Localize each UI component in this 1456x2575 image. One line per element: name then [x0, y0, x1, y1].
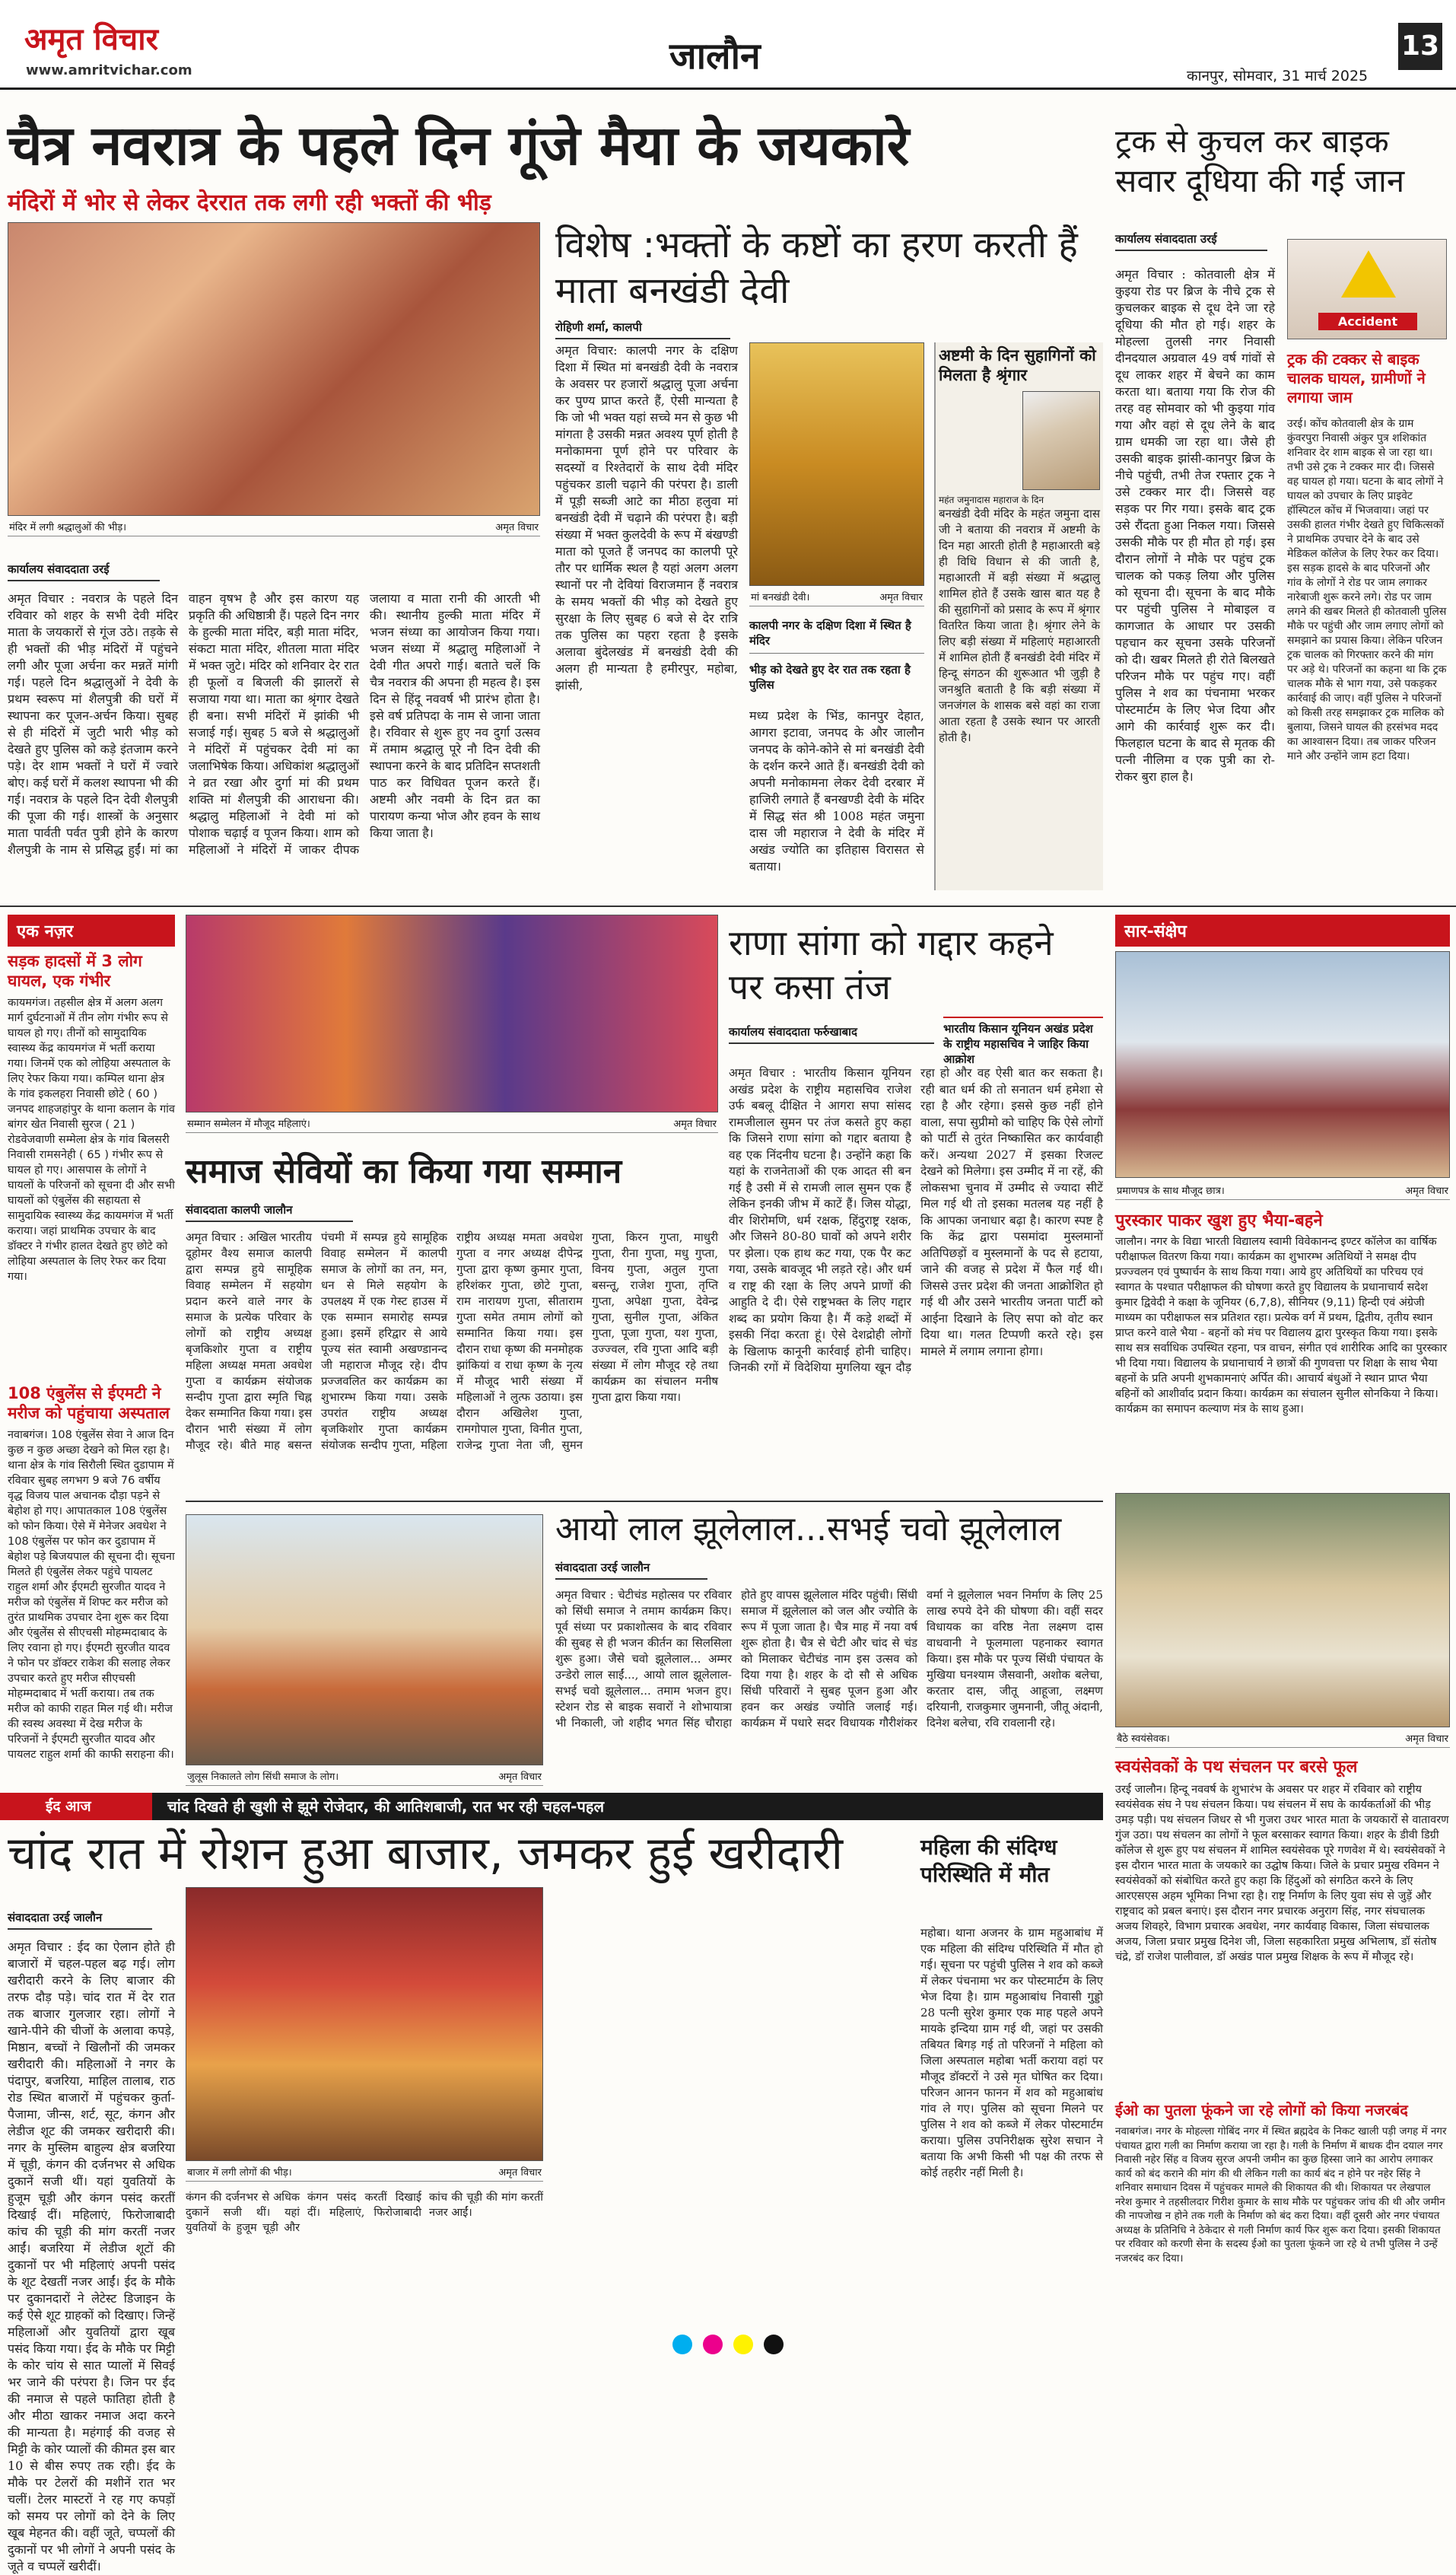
- magenta-mark: [703, 2335, 723, 2354]
- jhulelal-photo-caption: [186, 1767, 543, 1786]
- special-bullet-1: कालपी नगर के दक्षिण दिशा में स्थित है मंदिर: [749, 618, 924, 654]
- print-registration-marks: [0, 2333, 1456, 2355]
- truck-body: अमृत विचार : कोतवाली क्षेत्र में कुइया रोड पर ब्रिज के नीचे ट्रक से कुचलकर बाइक से दूध देने जा रहे दूधिया की मौत हो गई। शहर के मोहल्ला तुलसी नगर निवासी दीनदयाल अग्रवाल 49 वर्ष गांवों से दूध लाकर शहर में बेचने का काम करता था। बताया गया कि रोज की तरह वह सोमवार को भी कुइया गांव गया और वहां से दूध लेने के बाद ग्राम धमकी जा रहा था। जैसे ही उसकी बाइक झांसी-कानपुर ब्रिज के नीचे पहुंची, तभी तेज रफ्तार ट्रक ने उसे टक्कर मार दी। जिससे वह सड़क पर गिर गया। इसके बाद ट्रक उसे रौंदता हुआ निकल गया। जिससे उसकी मौके पर ही मौत हो गई। इस दौरान लोगों ने मौके पर पहुंच ट्रक चालक को पकड़ लिया और पुलिस को सूचना दी। सूचना के बाद मौके पर पहुंची पुलिस ने मोबाइल व कागजात के आधार पर उसकी पहचान कर सूचना उसके परिजनों को दी। खबर मिलते ही रोते बिलखते परिजन मौके पर पहुंच गए। वहीं पुलिस ने शव का पंचनामा भरकर पोस्टमार्टम के लिए भेज दिया और आगे की कार्रवाई शुरू कर दी। फिलहाल घटना के बाद से मृतक की पत्नी नीलिमा व एक पुत्री का रो-रोकर बुरा हाल है।: [1115, 267, 1275, 784]
- rana-box: भारतीय किसान यूनियन अखंड प्रदेश के राष्ट्रीय महासचिव ने जाहिर किया आक्रोश: [943, 1017, 1103, 1067]
- jhulelal-body: अमृत विचार : चेटीचंड महोत्सव पर रविवार को सिंधी समाज ने तमाम कार्यक्रम किए। पूर्व संध्या पर प्रकाशोत्सव के बाद रविवार की सुबह से ही भजन कीर्तन का सिलसिला शुरू हुआ। जैसे चवो झूलेलाल... अम्मर उन्डेरो लाल साईं..., आयो लाल झूलेलाल-सभई चवो झूलेलाल... तमाम भजन हुए। स्टेशन रोड से बाइक सवारों ने शोभायात्रा भी निकाली, जो शहीद भगत सिंह चौराहा होते हुए वापस झूलेलाल मंदिर पहुंची। सिंधी समाज में झूलेलाल को जल और ज्योति के रूप में पूजा जाता है। चैत्र माह में नया वर्ष शुरू होता है। चैत्र से चेटी और चांद से चंड को मिलाकर चेटीचंड नाम इस उत्सव को दिया गया है। शहर के दो सौ से अधिक सिंधी परिवारों ने सुबह पूजन हुआ और हवन कर अखंड ज्योति जलाई गई। कार्यक्रम में पधारे सदर विधायक गौरीशंकर वर्मा ने झूलेलाल भवन निर्माण के लिए 25 लाख रुपये देने की घोषणा की। वहीं सदर विधायक का वरिष्ठ नेता लक्ष्मण दास वाधवानी ने फूलमाला पहनाकर स्वागत किया। इस मौके पर पूज्य सिंधी पंचायत के मुखिया घनश्याम जैसवानी, अशोक बलेचा, करतार दास, जीतू आहूजा, लक्ष्मण दरियानी, राजकुमार जुमनानी, जीतू अंदानी, दिनेश बलेचा, रवि रावलानी रहे।: [555, 1588, 1103, 1730]
- warning-icon: [1341, 250, 1396, 298]
- truck-headline: ट्रक से कुचल कर बाइक सवार दूधिया की गई जान: [1115, 123, 1405, 199]
- special-body-2: मध्य प्रदेश के भिंड, कानपुर देहात, आगरा इटावा, जनपद के और जालौन जनपद के कोने-कोने से मां बनखंडी देवी के दर्शन करने आते हैं। बनखंडी देवी को अपनी मनोकामना लेकर देवी दरबार में हाजिरी लगाते हैं बनखण्डी देवी के मंदिर में सिद्ध संत श्री 1008 महंत जमुना दास जी महाराज ने देवी के मंदिर में अखंड ज्योति का इतिहास विरासत से बताया।: [749, 708, 924, 874]
- ek-nazar-h1: सड़क हादसों में 3 लोग घायल, एक गंभीर: [8, 952, 142, 990]
- lead-body: अमृत विचार : नवरात्र के पहले दिन रविवार को शहर के सभी देवी मंदिर माता के जयकारों से गूंज उठे। तड़के से ही भक्तों की भीड़ मंदिरों में पहुंचने लगी और पूजा अर्चना कर मन्नतें मांगी गई। पहले दिन श्रद्धालुओं ने देवी के प्रथम स्वरूप मां शैलपुत्री की घरों में स्थापना कर पूजन-अर्चन किया। सुबह से ही मंदिरों में जुटी भारी भीड़ को देखते हुए पुलिस को कड़े इंतजाम करने पड़े। देर शाम भक्तों ने घरों में ज्वारे बोए। कई घरों में कलश स्थापना भी की गई। नवरात्र के पहले दिन देवी शैलपुत्री की पूजा की गई। शास्त्रों के अनुसार माता पार्वती पर्वत पुत्री होने के कारण शैलपुत्री के नाम से प्रसिद्ध हुईं। मां का वाहन वृषभ है और इस कारण यह प्रकृति की अधिष्ठात्री हैं। पहले दिन नगर के हुल्की माता मंदिर, बड़ी माता मंदिर, संकटा माता मंदिर, शीतला माता मंदिर में भक्त जुटे। मंदिर को शनिवार देर रात ही फूलों व बिजली की झालरों से सजाया गया था। माता का श्रृंगार देखते ही बना। सभी मंदिरों में झांकी भी सजाई गई। सुबह 5 बजे से श्रद्धालुओं ने मंदिरों में पहुंचकर देवी मां का जलाभिषेक किया। अधिकांश श्रद्धालुओं ने व्रत रखा और दुर्गा मां की प्रथम शक्ति मां शैलपुत्री की आराधना की। श्रद्धालु महिलाओं ने देवी मां को पोशाक चढ़ाई व पूजन किया। शाम को महिलाओं ने मंदिरों में जाकर दीपक जलाया व माता रानी की आरती भी की। स्थानीय हुल्की माता मंदिर में भजन संध्या का आयोजन किया गया। भजन संध्या में श्रद्धालु महिलाओं ने देवी गीत अपरो गाई। बताते चलें कि चैत्र नवरात्र की अपना ही महत्व है। इस दिन से हिंदू नववर्ष भी प्रारंभ होता है। इसे वर्ष प्रतिपदा के नाम से जाना जाता है। रविवार से शुरू हुए नव दुर्गा उत्सव में तमाम श्रद्धालु पूरे नौ दिन देवी की स्थापना करने के बाद प्रतिदिन सप्तशती पाठ कर विधिवत पूजन करते हैं। अष्टमी और नवमी के दिन व्रत का पारायण कन्या भोज और हवन के साथ किया जाता है।: [8, 591, 540, 857]
- sar-h2: स्वयंसेवकों के पथ संचलन पर बरसे फूल: [1115, 1758, 1358, 1777]
- black-mark: [764, 2335, 784, 2354]
- photo-credit: अमृत विचार: [879, 592, 923, 603]
- ashtami-box-body: बनखंडी देवी मंदिर के महंत जमुना दास जी ने बताया की नवरात्र में अष्टमी के दिन महा आरती होती है महाआरती बड़े ही विधि विधान से की जाती है, महाआरती में बड़ी संख्या में श्रद्धालु शामिल होते हैं उसके खास बात यह है की सुहागिनों को प्रसाद के रूप में श्रृंगार वितरित किया जाता है। श्रृंगार लेने के लिए बड़ी संख्या में महिलाएं महाआरती में शामिल होती हैं बनखंडी देवी मंदिर में हिन्दू संगठन की शुरूआत भी जुड़ी है जनश्रुति बताती है कि बड़ी संख्या में जनजंगल के शासक बसे वहां का राजा आता रहता है उसके स्थान पर आरती होती है।: [939, 507, 1100, 744]
- special-photo: [749, 342, 924, 586]
- dateline: कानपुर, सोमवार, 31 मार्च 2025: [1187, 68, 1369, 84]
- eid-body-col1: अमृत विचार : ईद का ऐलान होते ही बाजारों में चहल-पहल बढ़ गई। लोग खरीदारी करने के लिए बाजार की तरफ दौड़ पड़े। चांद रात में देर रात तक बाजार गुलजार रहा। लोगों ने खाने-पीने की चीजों के अलावा कपड़े, मिष्ठान, बच्चों ने खिलौनों की जमकर खरीदारी की। महिलाओं ने नगर के पंदापुर, बजरिया, माहिल तालाब, राठ रोड स्थित बाजारों में पहुंचकर कुर्ता-पैजामा, जीन्स, शर्ट, सूट, कंगन और लेडीज शूट की जमकर खरीदारी की। नगर के मुस्लिम बाहुल्य क्षेत्र बजरिया में चूड़ी, कंगन की दर्जनभर से अधिक दुकानें सजी थीं। यहां युवतियों के हुजूम चूड़ी और कंगन पसंद करतीं दिखाई दीं। महिलाएं, फिरोजाबादी कांच की चूड़ी की मांग करतीं नजर आईं। बजरिया में लेडीज शूटों की दुकानों पर भी महिलाएं अपनी पसंद के शूट देखतीं नजर आईं। ईद के मौके पर दुकानदारों ने लेटेस्ट डिजाइन के कई ऐसे शूट ग्राहकों को दिखाए। जिन्हें महिलाओं और युवतियों द्वारा खूब पसंद किया गया। ईद के मौके पर मिट्टी के कोर चांय से सात प्यालों में सिवई भर जाने की परंपरा है। जिन पर ईद की नमाज से पहले फातिहा होती है और मीठा खाकर नमाज अदा करने की मान्यता है। महंगाई की वजह से मिट्टी के कोर प्यालों की कीमत इस बार 10 से बीस रुपए तक रही। ईद के मौके पर टेलरों की मशीनें रात भर चलीं। टेलर मास्टरों ने रह गए कपड़ों को समय पर लोगों को देने के लिए खूब मेहनत की। वहीं जूते, चप्पलों की दुकानों पर भी लोगों ने अपनी पसंद के जूते व चप्पलें खरीदीं।: [8, 1940, 175, 2573]
- sar-h1: पुरस्कार पाकर खुश हुए भैया-बहने: [1115, 1211, 1323, 1230]
- lead-photo-caption: [8, 517, 540, 536]
- sar-photo-1: [1115, 951, 1450, 1178]
- lead-photo: [8, 222, 540, 516]
- sar-photo-2-caption: [1115, 1729, 1450, 1748]
- brand-logo: अमृत विचार: [24, 22, 158, 57]
- sar-tag: सार-संक्षेप: [1115, 915, 1450, 947]
- jhulelal-byline: संवाददाता उरई जालौन: [555, 1560, 707, 1580]
- sar-photo-1-caption: [1115, 1181, 1450, 1200]
- sar-h3: ईओ का पुतला फूंकने जा रहे लोगों को किया नजरबंद: [1115, 2101, 1408, 2119]
- ek-nazar-b2: नवाबगंज। 108 एंबुलेंस सेवा ने आज दिन कुछ न कुछ अच्छा देखने को मिल रहा है। थाना क्षेत्र के गांव सिरौली स्थित दुडापाम में रविवार सुबह लगभग 9 बजे 76 वर्षीय वृद्ध विजय पाल अचानक दौड़ा पड़ने से बेहोश हो गए। आपातकाल 108 एंबुलेंस को फोन किया। ऐसे में मेनेजर अवधेश ने 108 एंबुलेंस पर फोन कर दुडापाम में बेहोश पड़े बिजयपाल की सूचना दी। सूचना मिलते ही एंबुलेंस लेकर पहुंचे पायलट राहुल शर्मा और ईएमटी सुरजीत यादव ने मरीज को एंबुलेंस में शिफ्ट कर मरीज को तुरंत प्राथमिक उपचार देना शुरू कर दिया और एंबुलेंस से सीएचसी मोहम्मदाबाद के लिए रवाना हो गए। ईएमटी सुरजीत यादव ने फोन पर डॉक्टर राकेश की सलाह लेकर उपचार करते हुए मरीज सीएचसी मोहम्मदाबाद में भर्ती कराया। तब तक मरीज को काफी राहत मिल गई थी। मरीज की स्वस्थ अवस्था में देख मरीज के परिजनों ने ईएमटी सुरजीत यादव और पायलट राहुल शर्मा की काफी सराहना की।: [8, 1429, 175, 1761]
- special-photo-caption: [749, 587, 924, 606]
- jhulelal-headline: आयो लाल झूलेलाल...सभई चवो झूलेलाल: [555, 1510, 1062, 1549]
- eid-photo: [186, 1887, 543, 2161]
- ek-nazar-b1: कायमगंज। तहसील क्षेत्र में अलग अलग मार्ग दुर्घटनाओं में तीन लोग गंभीर रूप से घायल हो गए। तीनों को सामुदायिक स्वास्थ्य केंद्र कायमगंज में भर्ती कराया गया। जिनमें एक को लोहिया अस्पताल के लिए रेफर किया गया। कम्पिल थाना क्षेत्र के गांव इकलहरा निवासी छोटे ( 60 ) जनपद शाहजहांपुर के थाना कलान के गांव बांगर खेत निवासी सुरज ( 21 ) रोडवेजवाणी सम्मेला क्षेत्र के गांव बिलसरी निवासी रामसनेही ( 65 ) गंभीर रूप से घायल हो गए। आसपास के लोगों ने घायलों के परिजनों को सूचना दी और सभी घायलों को एंबुलेंस की सहायता से सामुदायिक स्वास्थ्य केंद्र कायमगंज में भर्ती कराया। जहां प्राथमिक उपचार के बाद डॉक्टर ने गंभीर हालत देखते हुए छोटे को लोहिया अस्पताल के लिए रेफर कर दिया गया।: [8, 997, 175, 1283]
- samman-body: अमृत विचार : अखिल भारतीय दूहोमर वैश्य समाज कालपी द्वारा सम्पन्न हुये सामूहिक विवाह सम्मेलन में सहयोग प्रदान करने वाले नगर के समाज के प्रत्येक परिवार के लोगों को राष्ट्रीय अध्यक्ष बृजकिशोर गुप्ता व राष्ट्रीय महिला अध्यक्ष ममता अवधेश गुप्ता व कार्यक्रम संयोजक सन्दीप गुप्ता द्वारा स्मृति चिह्न देकर सम्मानित किया गया। इस दौरान भारी संख्या में लोग मौजूद रहे। बीते माह बसन्त पंचमी में सम्पन्न हुये सामूहिक विवाह सम्मेलन में कालपी समाज के लोगों का तन, मन, धन से मिले सहयोग के उपलक्ष्य में एक गेस्ट हाउस में एक सम्मान समारोह सम्पन्न हुआ। इसमें हरिद्वार से आये पूज्य संत स्वामी अखण्डानन्द जी महाराज मौजूद रहे। दीप प्रज्जवलित कर कार्यक्रम का शुभारम्भ किया गया। उसके उपरांत राष्ट्रीय अध्यक्ष बृजकिशोर गुप्ता कार्यक्रम संयोजक सन्दीप गुप्ता, महिला राष्ट्रीय अध्यक्ष ममता अवधेश गुप्ता व नगर अध्यक्ष दीपेन्द्र गुप्ता द्वारा कृष्ण कुमार गुप्ता, हरिशंकर गुप्ता, छोटे गुप्ता, राम नारायण गुप्ता, सीताराम गुप्ता समेत तमाम लोगों को सम्मानित किया गया। इस दौरान राधा कृष्ण की मनमोहक झांकियां व राधा कृष्ण के नृत्य में मौजूद भारी संख्या में महिलाओं ने लुत्फ उठाया। इस दौरान अखिलेश गुप्ता, रामगोपाल गुप्ता, विनीत गुप्ता, राजेन्द्र गुप्ता नेता जी, सुमन गुप्ता, किरन गुप्ता, माधुरी गुप्ता, रीना गुप्ता, मधु गुप्ता, विनय गुप्ता, अतुल गुप्ता बसन्तू, राजेश गुप्ता, तृप्ति गुप्ता, अपेक्षा गुप्ता, देवेन्द्र गुप्ता, सुनील गुप्ता, अंकित गुप्ता, पूजा गुप्ता, यश गुप्ता, उज्ज्वल, रवि गुप्ता आदि बड़ी संख्या में लोग मौजूद रहे तथा कार्यक्रम का संचालन मनीष गुप्ता द्वारा किया गया।: [186, 1230, 718, 1452]
- eid-headline: चांद रात में रोशन हुआ बाजार, जमकर हुई खरीदारी: [8, 1827, 844, 1880]
- truck-side-body: उरई। कोंच कोतवाली क्षेत्र के ग्राम कुंवरपुरा निवासी अंकुर पुत्र शशिकांत शनिवार देर शाम बाइक से जा रहा था। तभी उसे ट्रक ने टक्कर मार दी। जिससे वह घायल हो गया। घटना के बाद लोगों ने घायल को उपचार के लिए प्राइवेट हॉस्पिटल कोंच में भिजवाया। जहां पर उसकी हालत गंभीर देखते हुए चिकित्सकों ने प्राथमिक उपचार देने के बाद उसे मेडिकल कॉलेज के लिए रेफर कर दिया। इस सड़क हादसे के बाद परिजनों और गांव के लोगों ने रोड पर जाम लगाकर नारेबाजी शुरू करने लगे। रोड पर जाम लगने की खबर मिलते ही कोतवाली पुलिस मौके पर पहुंची और जाम लगाए लोगों को समझाने का प्रयास किया। लेकिन परिजन ट्रक चालक को गिरफ्तार करने की मांग पर अड़े थे। परिजनों का कहना था कि ट्रक चालक मौके से भाग गया, उसे पकड़कर कार्रवाई की जाए। वहीं पुलिस ने परिजनों को किसी तरह समझाकर ट्रक मालिक को बुलाया, जिसने घायल की हरसंभव मदद का आश्वासन दिया। तब जाकर परिजन माने और उन्होंने जाम हटा दिया।: [1287, 418, 1447, 762]
- eid-body-col3: [555, 1826, 723, 2328]
- accident-label: Accident: [1318, 313, 1417, 330]
- yellow-mark: [733, 2335, 753, 2354]
- website[interactable]: www.amritvichar.com: [26, 62, 192, 78]
- jhulelal-photo: [186, 1514, 543, 1765]
- eid-byline: संवाददाता उरई जालौन: [8, 1910, 152, 1930]
- cyan-mark: [672, 2335, 692, 2354]
- eid-strap-bar: [0, 1793, 1103, 1820]
- eid-tag: ईद आज: [0, 1793, 152, 1820]
- divider: [0, 906, 1456, 907]
- caption-text: जुलूस निकालते लोग सिंधी समाज के लोग।: [187, 1771, 339, 1783]
- special-byline: रोहिणी शर्मा, कालपी: [555, 320, 730, 339]
- rana-byline: कार्यालय संवाददाता फर्रुखाबाद: [729, 1024, 934, 1044]
- caption-text: बैठे स्वयंसेवक।: [1117, 1733, 1170, 1745]
- lead-byline: कार्यालय संवाददाता उरई: [8, 562, 160, 581]
- special-headline: विशेष :भक्तों के कष्टों का हरण करती हैं माता बनखंडी देवी: [555, 224, 1078, 312]
- sar-b3: नवाबगंज। नगर के मोहल्ला गोबिंद नगर में स्थित ब्रह्मदेव के निकट खाली पड़ी जगह में नगर पंचायत द्वारा गली का निर्माण कराया जा रहा है। गली के निर्माण में बाधक दीन दयाल नगर निवासी नहेर सिंह व विजय सुरज अपनी जमीन का कुछ हिस्सा जाने का आरोप लगाकर कार्य को बंद कराने की मांग की थी लेकिन गली का कार्य बंद न होने पर नहेर सिंह ने शनिवार समाधान दिवस में पहुंचकर मामले की शिकायत की थी। शिकायत पर लेखपाल नरेश कुमार ने तहसीलदार गिरीश कुमार के साथ मौके पर पहुंचकर जांच की थी और जमीन की नापजोख न होने तक गली के निर्माण को बंद करा दिया। वहीं दूसरी ओर नगर पंचायत अध्यक्ष के प्रतिनिधि ने ठेकेदार से गली निर्माण कार्य फिर शुरू करा दिया। इसकी शिकायत पर रविवार को करणी सेना के सदस्य ईओ का पुतला फूंकने जा रहे थे तभी पुलिस ने उन्हें नजरबंद कर दिया।: [1115, 2125, 1447, 2265]
- mahila-body: महोबा। थाना अजनर के ग्राम महुआबांध में एक महिला की संदिग्ध परिस्थिति में मौत हो गई। सूचना पर पहुंची पुलिस ने शव को कब्जे में लेकर पंचनामा भर कर पोस्टमार्टम के लिए भेज दिया है। ग्राम महुआबांध निवासी गुड्डो 28 पत्नी सुरेश कुमार एक माह पहले अपने मायके इन्दिया ग्राम गई थी, जहां पर उसकी तबियत बिगड़ गई तो परिजनों ने महिला को जिला अस्पताल महोबा भर्ती कराया वहां पर मौजूद डॉक्टरों ने उसे मृत घोषित कर दिया। परिजन आनन फानन में शव को महुआबांध गांव ले गए। पुलिस को सूचना मिलने पर पुलिस ने शव को कब्जे में लेकर पोस्टमार्टम कराया। पुलिस उपनिरीक्षक सुरेश सचान ने बताया कि अभी किसी भी पक्ष की तरफ से कोई तहरीर नहीं मिली है।: [920, 1926, 1103, 2179]
- sar-b2: उरई जालौन। हिन्दू नववर्ष के शुभारंभ के अवसर पर शहर में रविवार को राष्ट्रीय स्वयंसेवक संघ ने पथ संचलन किया। पथ संचलन में सघ के कार्यकर्ताओं की भीड़ उमड़ पड़ी। पथ संचलन जिधर से भी गुजरा उधर भारत माता के जयकारों से वातावरण गुंज उठा। पथ संचलन का लोगों ने फूल बरसाकर स्वागत किया। शहर के डीवी डिग्री कॉलेज से शुरू हुए पथ संचलन में शामिल स्वयंसेवक पूरे गणवेश में थे। स्वयंसेवकों ने इस दौरान भारत माता के जयकारे का उद्घोष किया। जिले के प्रचार प्रमुख रविमन ने स्वयंसेवकों को संबोधित करते हुए कहा कि हिंदुओं को संगठित करने के लिए आरएसएस अहम भूमिका निभा रहा है। राष्ट्र निर्माण के लिए युवा संघ से जुड़ें और राष्ट्रवाद को प्रबल बनाएं। इस दौरान नगर प्रचारक अनुराग सिंह, नगर संघचालक अजय शिवहरे, विभाग प्रचारक अवधेश, नगर कार्यवाह विकास, जिला संघचालक अजय, जिला प्रचार प्रमुख दिनेश जी, जिला सहकारिता प्रमुख अभिलाष, डॉ संतोष चंद्रे, डॉ राजेश पालीवाल, डॉ अखंड पाल प्रमुख शिक्षक के रूप में मौजूद रहे।: [1115, 1784, 1449, 1963]
- sar-photo-2: [1115, 1493, 1450, 1727]
- photo-credit: अमृत विचार: [1405, 1186, 1448, 1197]
- truck-side-headline: ट्रक की टक्कर से बाइक चालक घायल, ग्रामीणों ने लगाया जाम: [1287, 350, 1426, 406]
- page-number: 13: [1398, 23, 1442, 70]
- sar-b1: जालौन। नगर के विद्या भारती विद्यालय स्वामी विवेकानन्द इण्टर कॉलेज का वार्षिक परीक्षाफल वितरण किया गया। कार्यक्रम का शुभारम्भ अतिथियों ने समक्ष दीप प्रज्ज्वलन एवं पुष्पार्चन के साथ किया गया। आये हुए अतिथियों का परिचय एवं स्वागत के पश्चात परीक्षाफल की घोषणा करते हुए विद्यालय के प्रधानाचार्य सदेश कुमार द्विवेदी ने कक्षा के जूनियर (6,7,8), सीनियर (9,11) हिन्दी एवं अंग्रेजी माध्यम का परीक्षाफल सत्र प्रतिशत रहा। प्रत्येक वर्ग में प्रथम, द्वितीय, तृतीय स्थान प्राप्त करने वाले भैया - बहनों को मंच पर विद्यालय द्वारा पुरस्कृत किया गया। इसके साथ सत्र सर्वाधिक उपस्थित रहना, पत्र वाचन, संगीत एवं शारीरिक आदि का पुरस्कार भी दिया गया। विद्यालय के प्रधानाचार्य ने छात्रों की गुणवत्ता पर शिक्षा के साथ भैया बहनों के प्रति अपनी शुभकामनाएं अर्पित की। आचार्य बंधुओं ने स्थान प्राप्त भैया बहिनों को आशीर्वाद प्रदान किया। कार्यक्रम का संचालन सुनील सोनकिया ने किया। कार्यक्रम का समापन कल्याण मंत्र के साथ हुआ।: [1115, 1236, 1448, 1415]
- samman-headline: समाज सेवियों का किया गया सम्मान: [186, 1152, 622, 1191]
- caption-text: बाजार में लगी लोगों की भीड़।: [187, 2167, 292, 2179]
- photo-credit: अमृत विचार: [498, 2167, 542, 2179]
- samman-photo-caption: [186, 1114, 718, 1133]
- divider: [186, 1501, 1103, 1502]
- eid-photo-caption: [186, 2163, 543, 2182]
- section-name: जालौन: [669, 35, 761, 78]
- ek-nazar-tag: एक नज़र: [8, 915, 175, 947]
- rana-body: अमृत विचार : भारतीय किसान यूनियन अखंड प्रदेश के राष्ट्रीय महासचिव राजेश उर्फ बबलू दीक्षित ने आगरा सपा सांसद रामजीलाल सुमन पर तंज कसते हुए कहा कि जिसने राणा सांगा को गद्दार बताया है वह एक निंदनीय घटना है। उन्होंने कहा कि यहां के राजनेताओं की एक आदत सी बन गई है उसी में से रामजी लाल सुमन एक हैं लेकिन इनकी जीभ में काटें हैं। जिस योद्धा, वीर शिरोमणि, धर्म रक्षक, हिंदुराष्ट्र रक्षक, और जिसने 80-80 घावों को अपने शरीर पर झेला। एक हाथ कट गया, एक पैर कट गया, उसके बावजूद भी लड़ते रहे। और धर्म व राष्ट्र की रक्षा के लिए अपने प्राणों की आहुति दे दी। ऐसे राष्ट्रभक्त के लिए गद्दार शब्द का प्रयोग किया है। मैं कड़े शब्दों में इसकी निंदा करता हूं। ऐसे देशद्रोही लोगों के खिलाफ कानूनी कार्रवाई होनी चाहिए। जिनकी रगों में विदेशिया मुगलिया खून दौड़ रहा हो और वह ऐसी बात कर सकता है। रही बात धर्म की तो सनातन धर्म हमेशा से रहा है और रहेगा। इससे कुछ नहीं होने वाला, सपा सुप्रीमो को चाहिए कि ऐसे लोगों को पार्टी से तुरंत निष्कासित कर कार्यवाही करें। अन्यथा 2027 में इसका रिजल्ट देखने को मिलेगा। इस उम्मीद में ना रहें, की लोकसभा चुनाव में उम्मीद से ज्यादा सीटें मिल गई थी तो इसका मतलब यह नहीं है कि आपका जनाधार बढ़ा है। कारण स्पष्ट है कि केंद्र द्वारा पसमांदा मुस्लमानों अतिपिछड़ों व मुस्लमानों के पद से हटाया, जाने की वजह से प्रदेश में फैल गई थी। जिससे उत्तर प्रदेश की जनता आक्रोशित हो गई थी और उसने भारतीय जनता पार्टी को आईना दिखाने के लिए सपा को वोट कर दिया था। गलत टिप्पणी करते रहे। इस मामले में लगाम लगाना होगा।: [729, 1066, 1103, 1374]
- rana-headline: राणा सांगा को गद्दार कहने पर कसा तंज: [729, 922, 1054, 1007]
- accident-graphic: [1287, 239, 1447, 339]
- photo-credit: अमृत विचार: [495, 522, 539, 533]
- photo-credit: अमृत विचार: [673, 1119, 717, 1130]
- mahant-photo-caption: महंत जमुनादास महाराज के दिन: [939, 495, 1044, 505]
- ek-nazar-h2: 108 एंबुलेंस से ईएमटी ने मरीज को पहुंचाया अस्पताल: [8, 1384, 170, 1422]
- truck-byline: कार्यालय संवाददाता उरई: [1115, 231, 1267, 251]
- mahant-photo: [1022, 391, 1100, 490]
- samman-byline: संवाददाता कालपी जालौन: [186, 1202, 353, 1222]
- caption-text: मां बनखंडी देवी।: [751, 592, 810, 603]
- special-body: अमृत विचार: कालपी नगर के दक्षिण दिशा में स्थित मां बनखंडी देवी के नवरात्र के अवसर पर हजारों श्रद्धालु पूजा अर्चना कर पुण्य प्राप्त करते हैं, ऐसी मान्यता है कि जो भी भक्त यहां सच्चे मन से कुछ भी मांगता है उसकी मन्नत अवश्य पूर्ण होती है मनोकामना पूर्ण होने पर परिवार के सदस्यों व रिश्तेदारों के साथ देवी मंदिर पहुंचकर डाली चढ़ाने की परंपरा है। डाली में पूड़ी सब्जी आटे का मीठा हलुवा मां बनखंडी देवी में चढ़ाने की परंपरा है। बड़ी संख्या में भक्त कुलदेवी के रूप में बंखण्डी माता को पूजते हैं जनपद का कालपी पूरे तौर पर धार्मिक स्थल है यहां अलग अलग स्थानों पर नौ देवियां विराजमान हैं नवरात्र के समय भक्तों की भीड़ को देखते हुए सुरक्षा के लिए सुबह 6 बजे से देर रात्रि तक पुलिस का पहरा रहता है इसके अलावा बुंदेलखंड में बनखंडी देवी की अलग ही मान्यता है हमीरपुर, महोबा, झांसी,: [555, 343, 738, 692]
- eid-body-cont: कंगन की दर्जनभर से अधिक दुकानें सजी थीं। यहां युवतियों के हुजूम चूड़ी और कंगन पसंद करतीं दिखाई दीं। महिलाएं, फिरोजाबादी कांच की चूड़ी की मांग करतीं नजर आईं।: [186, 2191, 543, 2234]
- caption-text: प्रमाणपत्र के साथ मौजूद छात्र।: [1117, 1186, 1225, 1197]
- samman-photo: [186, 915, 718, 1112]
- photo-credit: अमृत विचार: [498, 1771, 542, 1783]
- lead-headline: चैत्र नवरात्र के पहले दिन गूंजे मैया के जयकारे: [8, 113, 910, 177]
- masthead: [0, 0, 1456, 90]
- eid-strap: चांद दिखते ही खुशी से झूमे रोजेदार, की आतिशबाजी, रात भर रही चहल-पहल: [167, 1797, 605, 1816]
- ashtami-box: [934, 342, 1103, 890]
- caption-text: सम्मान सम्मेलन में मौजूद महिलाएं।: [187, 1119, 310, 1130]
- special-bullet-2: भीड़ को देखते हुए देर रात तक रहता है पुलिस: [749, 663, 911, 692]
- lead-subhead: मंदिरों में भोर से लेकर देररात तक लगी रही भक्तों की भीड़: [8, 189, 491, 216]
- caption-text: मंदिर में लगी श्रद्धालुओं की भीड़।: [9, 522, 127, 533]
- photo-credit: अमृत विचार: [1405, 1733, 1448, 1745]
- ashtami-box-title: अष्टमी के दिन सुहागिनों को मिलता है श्रृंगार: [939, 346, 1096, 384]
- mahila-headline: महिला की संदिग्ध परिस्थिति में मौत: [920, 1835, 1057, 1887]
